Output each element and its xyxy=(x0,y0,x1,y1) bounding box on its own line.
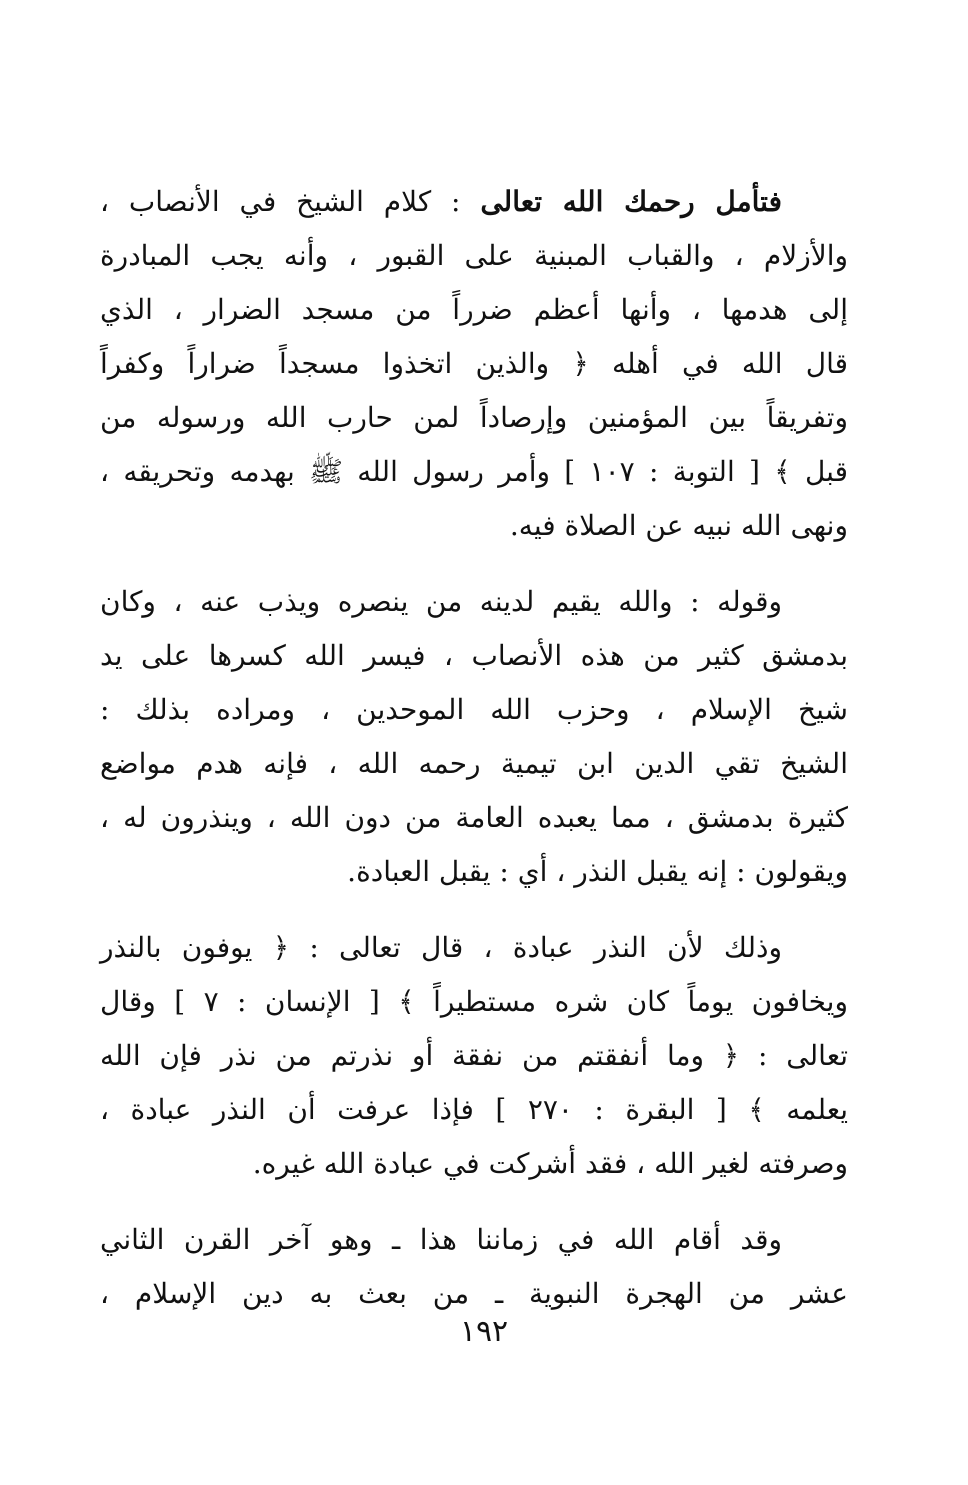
paragraph-line: شيخ الإسلام ، وحزب الله الموحدين ، ومراده بذلك : xyxy=(100,693,848,726)
page-number: ١٩٢ xyxy=(459,1314,509,1349)
paragraph-line: يعلمه ﴾ [ البقرة : ٢٧٠ ] فإذا عرفت أن النذر عبادة ، xyxy=(100,1093,849,1126)
paragraph-line: تعالى : ﴿ وما أنفقتم من نفقة أو نذرتم من نذر فإن الله xyxy=(100,1039,848,1072)
paragraph-line: وذلك لأن النذر عبادة ، قال تعالى : ﴿ يوفون بالنذر xyxy=(100,931,782,964)
paragraph-line: ويقولون : إنه يقبل النذر ، أي : يقبل العبادة. xyxy=(347,855,848,888)
paragraph-line: والأزلام ، والقباب المبنية على القبور ، وأنه يجب المبادرة xyxy=(100,239,849,272)
paragraph-line: وصرفته لغير الله ، فقد أشركت في عبادة الله غيره. xyxy=(252,1147,848,1180)
paragraph-line: وتفريقاً بين المؤمنين وإرصاداً لمن حارب الله ورسوله من xyxy=(100,401,848,434)
paragraph-4 xyxy=(100,1213,848,1321)
paragraph-line: عشر من الهجرة النبوية ـ من بعث به دين الإسلام ، xyxy=(100,1277,848,1310)
paragraph-line xyxy=(100,175,848,229)
paragraph-1 xyxy=(100,175,848,553)
paragraph-3 xyxy=(100,921,848,1191)
paragraph-line: ونهى الله نبيه عن الصلاة فيه. xyxy=(509,509,848,542)
paragraph-lead-phrase: فتأمل رحمك الله تعالى xyxy=(480,185,782,218)
page-body-text xyxy=(100,175,848,1343)
paragraph-line: كثيرة بدمشق ، مما يعبده العامة من دون الله ، وينذرون له ، xyxy=(100,801,848,834)
paragraph-line: بدمشق كثير من هذه الأنصاب ، فيسر الله كسرها على يد xyxy=(100,639,848,672)
paragraph-line: وقد أقام الله في زماننا هذا ـ وهو آخر القرن الثاني xyxy=(100,1223,782,1256)
paragraph-line: وقوله : والله يقيم لدينه من ينصره ويذب عنه ، وكان xyxy=(100,585,782,618)
paragraph-line: إلى هدمها ، وأنها أعظم ضرراً من مسجد الضرار ، الذي xyxy=(100,293,848,326)
paragraph-line: قال الله في أهله ﴿ والذين اتخذوا مسجداً ضراراً وكفراً xyxy=(100,347,848,380)
paragraph-2 xyxy=(100,575,848,899)
paragraph-line: قبل ﴾ [ التوبة : ١٠٧ ] وأمر رسول الله ﷺ بهدمه وتحريقه ، xyxy=(100,455,848,488)
paragraph-line: ويخافون يوماً كان شره مستطيراً ﴾ [ الإنسان : ٧ ] وقال xyxy=(100,985,848,1018)
paragraph-line: الشيخ تقي الدين ابن تيمية رحمه الله ، فإنه هدم مواضع xyxy=(100,747,848,780)
paragraph-line-text: : كلام الشيخ في الأنصاب ، xyxy=(100,185,481,218)
